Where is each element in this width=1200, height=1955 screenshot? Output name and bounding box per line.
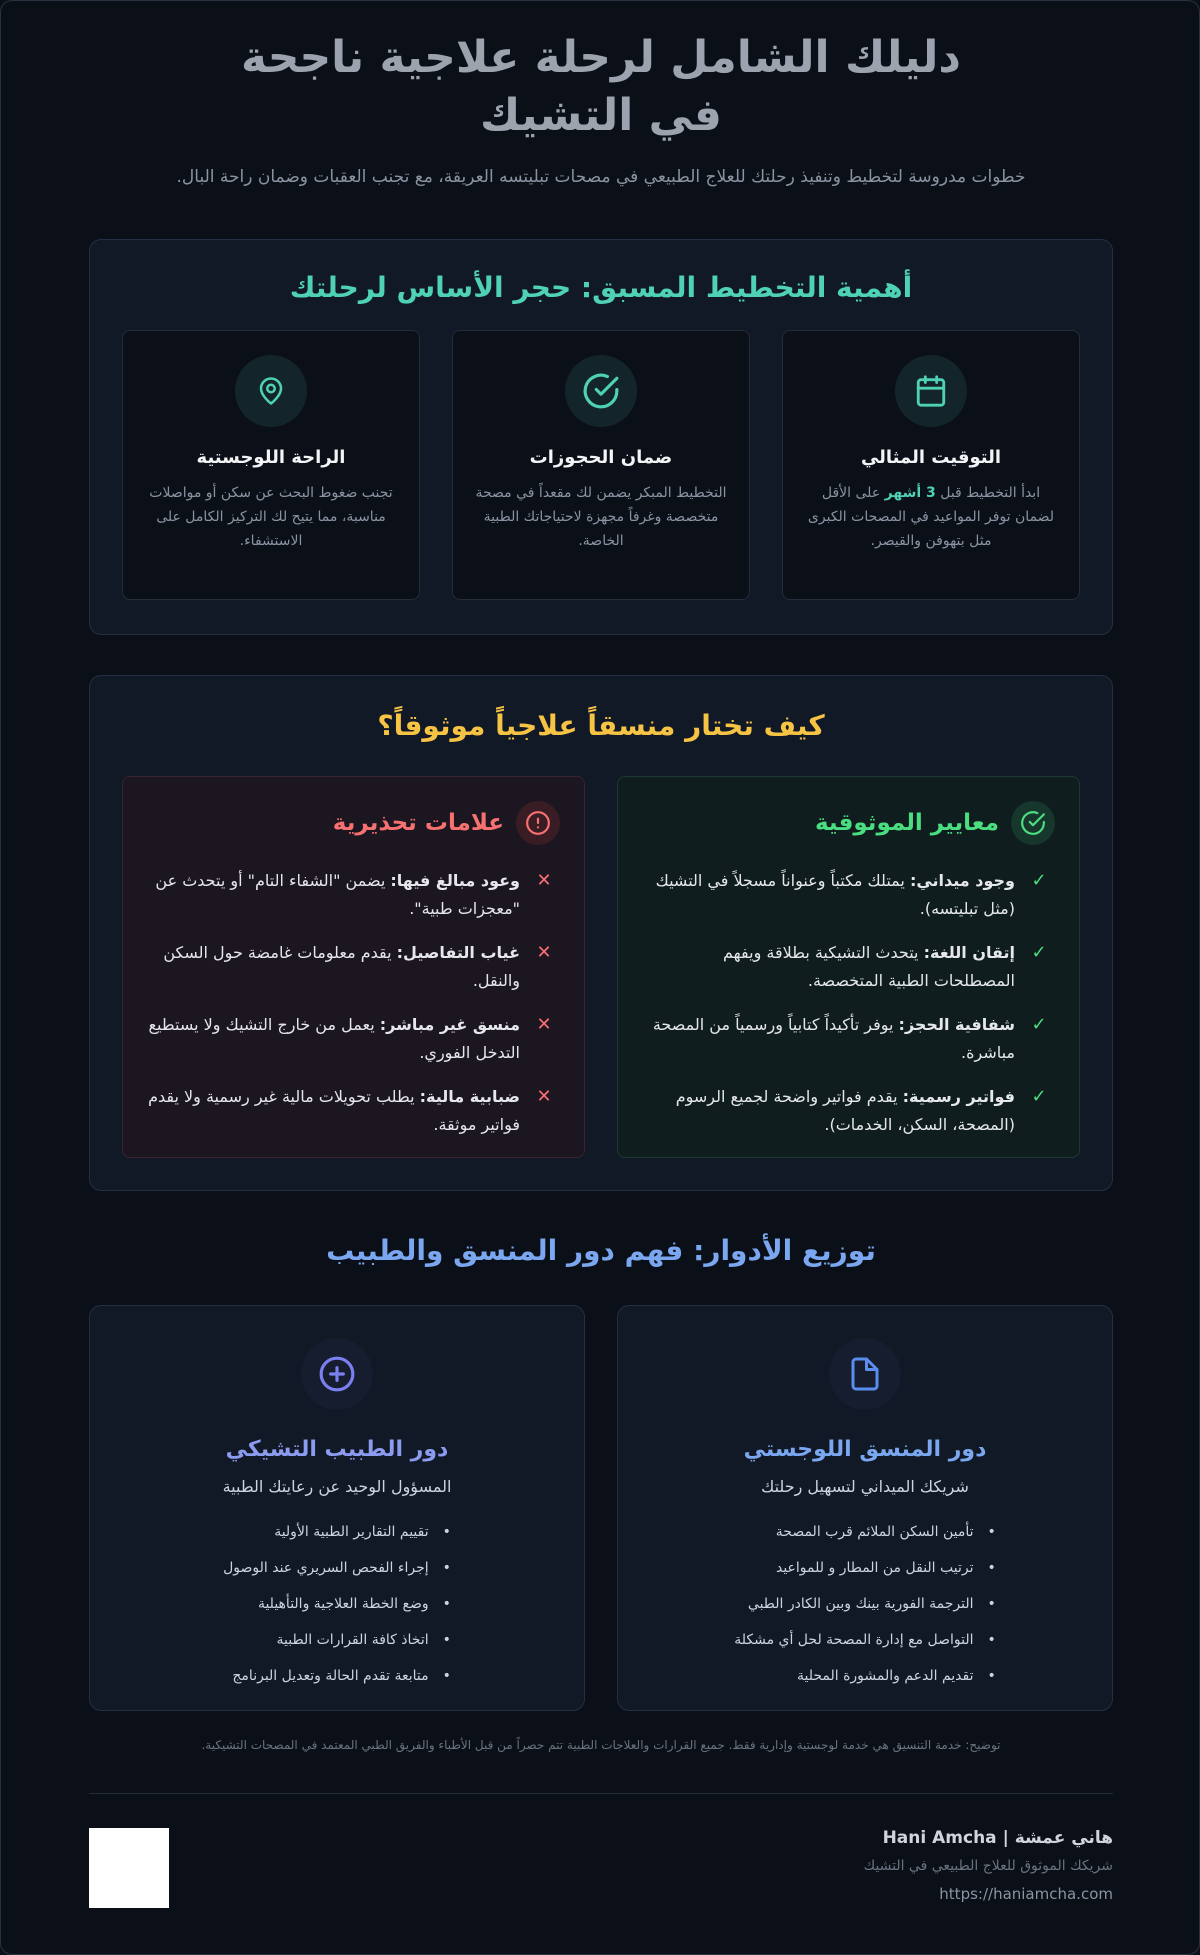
cross-icon: ✕ — [536, 1014, 552, 1035]
disclaimer-note: توضيح: خدمة التنسيق هي خدمة لوجستية وإدارية فقط. جميع القرارات والعلاجات الطبية تتم حصراً من قبل الأطباء والفريق الطبي المعتمد في المصحات التشيكية. — [201, 1738, 1001, 1752]
doctor-role-title: دور الطبيب التشيكي — [225, 1437, 449, 1462]
checkmark-icon: ✓ — [1031, 1086, 1047, 1107]
cross-icon: ✕ — [536, 942, 552, 963]
list-item: • ترتيب النقل من المطار و للمواعيد — [734, 1550, 996, 1586]
coordinator-role-card — [617, 1305, 1113, 1711]
list-item: • التواصل مع إدارة المصحة لحل أي مشكلة — [734, 1622, 996, 1658]
doctor-role-list — [223, 1514, 451, 1694]
checkmark-icon: ✓ — [1031, 942, 1047, 963]
list-item: ✕ وعود مبالغ فيها: يضمن "الشفاء التام" أو يتحدث عن "معجزات طبية". — [147, 867, 554, 923]
doctor-role-subtitle: المسؤول الوحيد عن رعايتك الطبية — [222, 1477, 452, 1496]
page-content — [89, 1, 1113, 1908]
warning-signs-box — [122, 776, 585, 1158]
coordinator-role-title: دور المنسق اللوجستي — [743, 1437, 987, 1462]
list-item: ✕ منسق غير مباشر: يعمل من خارج التشيك ولا يستطيع التدخل الفوري. — [147, 1011, 554, 1067]
roles-title: توزيع الأدوار: فهم دور المنسق والطبيب — [326, 1234, 876, 1267]
list-item: • تقييم التقارير الطبية الأولية — [223, 1514, 451, 1550]
coordinator-section — [89, 675, 1113, 1191]
reliability-header — [642, 801, 1055, 845]
footer-info — [864, 1826, 1113, 1908]
reliability-list — [642, 867, 1055, 1139]
page-subtitle: خطوات مدروسة لتخطيط وتنفيذ رحلتك للعلاج الطبيعي في مصحات تبليتسه العريقة، مع تجنب العقبات وضمان راحة البال. — [176, 167, 1026, 187]
planning-title: أهمية التخطيط المسبق: حجر الأساس لرحلتك — [289, 271, 913, 304]
list-item: • إجراء الفحص السريري عند الوصول — [223, 1550, 451, 1586]
footer — [89, 1826, 1113, 1908]
planning-card-text: التخطيط المبكر يضمن لك مقعداً في مصحة متخصصة وغرفاً مجهزة لاحتياجاتك الطبية الخاصة. — [475, 485, 727, 549]
planning-card-title: التوقيت المثالي — [860, 447, 1002, 468]
planning-section — [89, 239, 1113, 635]
planning-card-logistics — [122, 330, 420, 600]
list-item: • متابعة تقدم الحالة وتعديل البرنامج — [223, 1658, 451, 1694]
warning-list — [147, 867, 560, 1139]
cross-icon: ✕ — [536, 1086, 552, 1107]
list-item: • تقديم الدعم والمشورة المحلية — [734, 1658, 996, 1694]
planning-card-text: تجنب ضغوط البحث عن سكن أو مواصلات مناسبة، مما يتيح لك التركيز الكامل على الاستشفاء. — [149, 485, 393, 549]
cross-icon: ✕ — [536, 870, 552, 891]
planning-card-text: ابدأ التخطيط قبل 3 أشهر على الأقل لضمان توفر المواعيد في المصحات الكبرى مثل بتهوفن والقيصر. — [807, 485, 1055, 549]
plus-circle-icon — [301, 1338, 373, 1410]
planning-card-bookings — [452, 330, 750, 600]
calendar-icon — [895, 355, 967, 427]
page-title: دليلك الشامل لرحلة علاجية ناجحة في التشيك — [241, 32, 961, 141]
check-circle-icon — [1011, 801, 1055, 845]
check-circle-icon — [565, 355, 637, 427]
alert-circle-icon — [516, 801, 560, 845]
planning-card-timing — [782, 330, 1080, 600]
planning-card-title: ضمان الحجوزات — [529, 447, 673, 468]
footer-divider — [89, 1793, 1113, 1794]
list-item: ✕ ضبابية مالية: يطلب تحويلات مالية غير رسمية ولا يقدم فواتير موثقة. — [147, 1083, 554, 1139]
list-item: ✓ شفافية الحجز: يوفر تأكيداً كتابياً ورسمياً من المصحة مباشرة. — [642, 1011, 1049, 1067]
warning-header — [147, 801, 560, 845]
roles-row — [89, 1305, 1113, 1711]
qr-code — [89, 1828, 169, 1908]
footer-url[interactable]: https://haniamcha.com — [939, 1885, 1113, 1903]
reliability-criteria-box — [617, 776, 1080, 1158]
doctor-role-card — [89, 1305, 585, 1711]
planning-card-title: الراحة اللوجستية — [196, 447, 346, 468]
list-item: ✕ غياب التفاصيل: يقدم معلومات غامضة حول السكن والنقل. — [147, 939, 554, 995]
reliability-title: معايير الموثوقية — [814, 810, 999, 836]
list-item: • تأمين السكن الملائم قرب المصحة — [734, 1514, 996, 1550]
document-icon — [829, 1338, 901, 1410]
list-item: • اتخاذ كافة القرارات الطبية — [223, 1622, 451, 1658]
list-item: • الترجمة الفورية بينك وبين الكادر الطبي — [734, 1586, 996, 1622]
list-item: • وضع الخطة العلاجية والتأهيلية — [223, 1586, 451, 1622]
coordinator-role-subtitle: شريكك الميداني لتسهيل رحلتك — [761, 1477, 969, 1496]
footer-name: هاني عمشة | Hani Amcha — [882, 1828, 1113, 1848]
list-item: ✓ وجود ميداني: يمتلك مكتباً وعنواناً مسجلاً في التشيك (مثل تبليتسه). — [642, 867, 1049, 923]
warning-title: علامات تحذيرية — [332, 810, 504, 836]
footer-tagline: شريكك الموثوق للعلاج الطبيعي في التشيك — [863, 1858, 1113, 1874]
planning-cards — [122, 330, 1080, 600]
criteria-row — [122, 776, 1080, 1158]
checkmark-icon: ✓ — [1031, 870, 1047, 891]
checkmark-icon: ✓ — [1031, 1014, 1047, 1035]
coordinator-role-list — [734, 1514, 996, 1694]
location-pin-icon — [235, 355, 307, 427]
list-item: ✓ فواتير رسمية: يقدم فواتير واضحة لجميع الرسوم (المصحة، السكن، الخدمات). — [642, 1083, 1049, 1139]
coordinator-title: كيف تختار منسقاً علاجياً موثوقاً؟ — [377, 709, 825, 742]
list-item: ✓ إتقان اللغة: يتحدث التشيكية بطلاقة ويفهم المصطلحات الطبية المتخصصة. — [642, 939, 1049, 995]
highlight-duration: 3 أشهر — [884, 485, 936, 501]
